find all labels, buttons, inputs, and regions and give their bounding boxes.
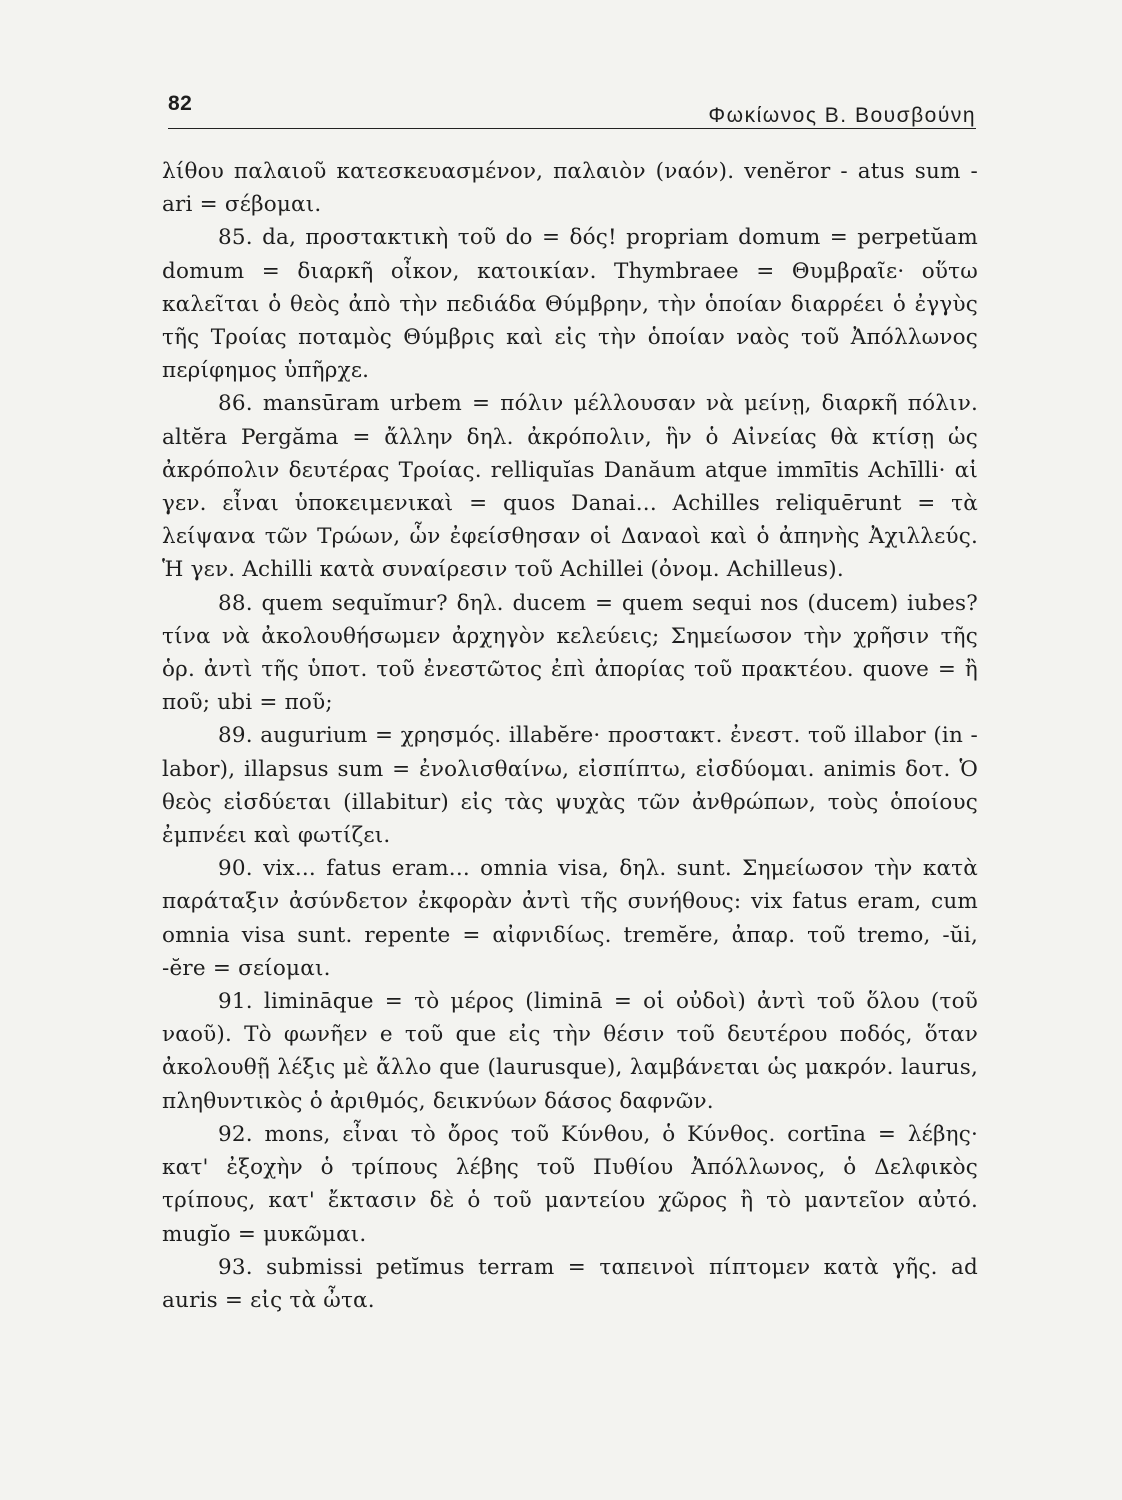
paragraph-note-90: 90. vix... fatus eram... omnia visa, δηλ. sunt. Σημείωσον τὴν κατὰ παράταξιν ἀσύνδετον ἐκφορὰν ἀντὶ τῆς συνήθους: vix fatus eram, cum omnia visa sunt. repente = αἰφνιδίως. tremĕre, ἀπαρ. τοῦ tremo, -ŭi, -ĕre = σείομαι.: [162, 856, 978, 981]
commentary-body: [162, 155, 978, 1317]
paragraph-note-92: 92. mons, εἶναι τὸ ὄρος τοῦ Κύνθου, ὁ Κύνθος. cortīna = λέβης· κατ' ἐξοχὴν ὁ τρίπους λέβης τοῦ Πυθίου Ἀπόλλωνος, ὁ Δελφικὸς τρίπους, κατ' ἔκτασιν δὲ ὁ τοῦ μαντείου χῶρος ἢ τὸ μαντεῖον αὐτό. mugĭo = μυκῶμαι.: [162, 1121, 978, 1247]
paragraph-note-89: 89. augurium = χρησμός. illabĕre· προστακτ. ἐνεστ. τοῦ illabor (in - labor), illapsus sum = ἐνολισθαίνω, εἰσπίπτω, εἰσδύομαι. animis δοτ. Ὁ θεὸς εἰσδύεται (illabitur) εἰς τὰς ψυχὰς τῶν ἀνθρώπων, τοὺς ὁποίους ἐμπνέει καὶ φωτίζει.: [162, 723, 978, 849]
paragraph-note-86: 86. mansūram urbem = πόλιν μέλλουσαν νὰ μείνῃ, διαρκῆ πόλιν. altĕra Pergăma = ἄλλην δηλ. ἀκρόπολιν, ἣν ὁ Αἰνείας θὰ κτίσῃ ὡς ἀκρόπολιν δευτέρας Τροίας. relliquĭas Danăum atque immītis Achīlli· αἱ γεν. εἶναι ὑποκειμενικαὶ = quos Danai... Achilles reliquērunt = τὰ λείψανα τῶν Τρώων, ὧν ἐφείσθησαν οἱ Δαναοὶ καὶ ὁ ἀπηνὴς Ἀχιλλεύς. Ἡ γεν. Achilli κατὰ συναίρεσιν τοῦ Achillei (ὀνομ. Achilleus).: [162, 391, 978, 583]
paragraph-note-88: 88. quem sequĭmur? δηλ. ducem = quem sequi nos (ducem) iubes? τίνα νὰ ἀκολουθήσωμεν ἀρχηγὸν κελεύεις; Σημείωσον τὴν χρῆσιν τῆς ὁρ. ἀντὶ τῆς ὑποτ. τοῦ ἐνεστῶτος ἐπὶ ἀπορίας τοῦ πρακτέου. quove = ἢ ποῦ; ubi = ποῦ;: [162, 590, 978, 716]
page-header: [168, 90, 976, 130]
paragraph-note-85: 85. da, προστακτικὴ τοῦ do = δός! propriam domum = perpetŭam domum = διαρκῆ οἶκον, κατοικίαν. Thymbraee = Θυμβραῖε· οὕτω καλεῖται ὁ θεὸς ἀπὸ τὴν πεδιάδα Θύμβρην, τὴν ὁποίαν διαρρέει ὁ ἐγγὺς τῆς Τροίας ποταμὸς Θύμβρις καὶ εἰς τὴν ὁποίαν ναὸς τοῦ Ἀπόλλωνος περίφημος ὑπῆρχε.: [162, 225, 978, 384]
paragraph-continuation: λίθου παλαιοῦ κατεσκευασμένον, παλαιὸν (ναόν). venĕror - atus sum - ari = σέβομαι.: [162, 159, 978, 218]
paragraph-note-91: 91. limināque = τὸ μέρος (liminā = οἱ οὐδοὶ) ἀντὶ τοῦ ὅλου (τοῦ ναοῦ). Τὸ φωνῆεν e τοῦ que εἰς τὴν θέσιν τοῦ δευτέρου ποδός, ὅταν ἀκολουθῇ λέξις μὲ ἄλλο que (laurusque), λαμβάνεται ὡς μακρόν. laurus, πληθυντικὸς ὁ ἀριθμός, δεικνύων δάσος δαφνῶν.: [162, 989, 978, 1114]
running-head-author: Φωκίωνος Β. Βουσβούνη: [708, 104, 976, 127]
page-number: 82: [168, 92, 193, 115]
header-rule: [168, 128, 976, 129]
paragraph-note-93: 93. submissi petĭmus terram = ταπεινοὶ πίπτομεν κατὰ γῆς. ad auris = εἰς τὰ ὦτα.: [162, 1254, 978, 1313]
